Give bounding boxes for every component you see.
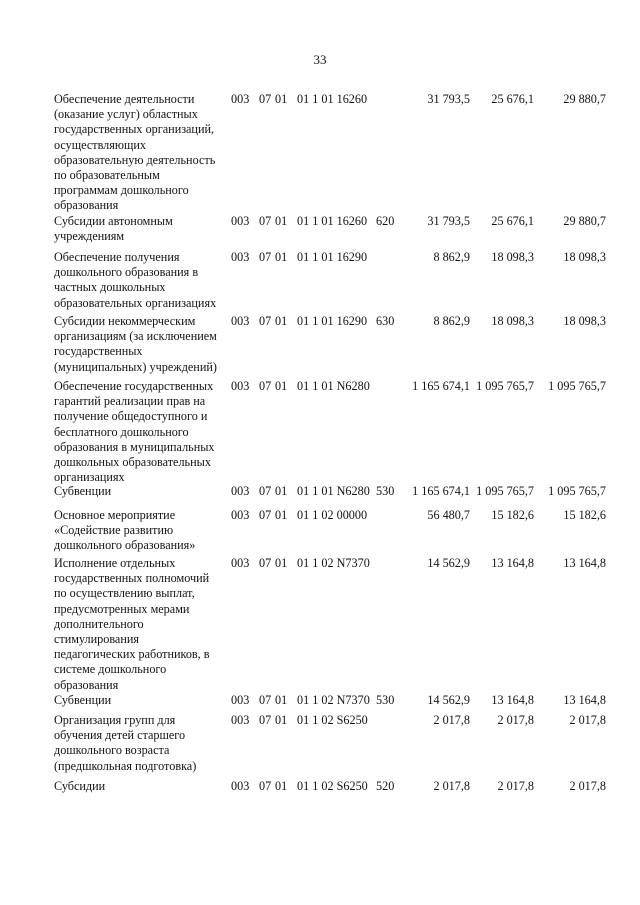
- amount-year-3: 18 098,3: [563, 250, 606, 264]
- amount-year-2: 2 017,8: [497, 779, 534, 793]
- target-article-code: 01 1 01 16260: [297, 214, 368, 228]
- row-name-line: предусмотренных мерами: [54, 601, 190, 616]
- row-name-line: государственных организаций,: [54, 122, 215, 137]
- row-name-line: образовательных организациях: [54, 295, 217, 310]
- amount-year-2: 25 676,1: [491, 214, 534, 228]
- amount-year-1: 31 793,5: [427, 92, 470, 106]
- subsection-code: 01: [275, 508, 288, 522]
- target-article-code: 01 1 02 S6250: [297, 713, 368, 727]
- expense-type-code: 530: [376, 484, 395, 498]
- subsection-code: 01: [275, 713, 288, 727]
- subsection-code: 01: [275, 214, 288, 228]
- row-name-line: государственных полномочий: [54, 571, 210, 586]
- subsection-code: 01: [275, 314, 288, 328]
- amount-year-1: 14 562,9: [427, 693, 470, 707]
- subsection-code: 01: [275, 484, 288, 498]
- row-name-line: по образовательным: [54, 168, 160, 183]
- row-name-line: Исполнение отдельных: [54, 556, 176, 570]
- amount-year-1: 2 017,8: [433, 779, 470, 793]
- amount-year-3: 29 880,7: [563, 214, 606, 228]
- section-code: 07: [259, 693, 272, 707]
- amount-year-3: 2 017,8: [569, 713, 606, 727]
- amount-year-2: 13 164,8: [491, 556, 534, 570]
- page-number: 33: [313, 52, 327, 67]
- row-name-line: педагогических работников, в: [54, 647, 210, 662]
- subsection-code: 01: [275, 556, 288, 570]
- amount-year-3: 13 164,8: [563, 556, 606, 570]
- target-article-code: 01 1 01 16260: [297, 92, 368, 106]
- amount-year-1: 1 165 674,1: [412, 379, 470, 393]
- section-code: 07: [259, 713, 272, 727]
- row-name: [54, 314, 236, 375]
- amount-year-2: 25 676,1: [491, 92, 534, 106]
- admin-code: 003: [231, 314, 250, 328]
- row-name-line: обучения детей старшего: [54, 728, 186, 743]
- row-name-line: программам дошкольного: [54, 183, 189, 198]
- section-code: 07: [259, 214, 272, 228]
- subsection-code: 01: [275, 250, 288, 264]
- row-name: [54, 556, 236, 693]
- admin-code: 003: [231, 693, 250, 707]
- target-article-code: 01 1 01 N6280: [297, 484, 370, 498]
- admin-code: 003: [231, 713, 250, 727]
- subsection-code: 01: [275, 379, 288, 393]
- expense-type-code: 520: [376, 779, 395, 793]
- row-name-line: Субсидии автономным: [54, 214, 173, 228]
- row-name-line: дошкольного образования»: [54, 538, 196, 553]
- amount-year-1: 8 862,9: [433, 314, 470, 328]
- row-name-line: организациям (за исключением: [54, 329, 217, 344]
- subsection-code: 01: [275, 779, 288, 793]
- target-article-code: 01 1 01 N6280: [297, 379, 370, 393]
- target-article-code: 01 1 02 N7370: [297, 556, 370, 570]
- row-name-line: Обеспечение государственных: [54, 379, 214, 393]
- row-name-line: (муниципальных) учреждений): [54, 359, 217, 374]
- row-name-line: «Содействие развитию: [54, 523, 174, 538]
- amount-year-3: 29 880,7: [563, 92, 606, 106]
- section-code: 07: [259, 484, 272, 498]
- row-name-line: стимулирования: [54, 632, 139, 647]
- amount-year-2: 18 098,3: [491, 250, 534, 264]
- row-name-line: Обеспечение получения: [54, 250, 180, 264]
- amount-year-2: 2 017,8: [497, 713, 534, 727]
- amount-year-2: 15 182,6: [491, 508, 534, 522]
- amount-year-2: 1 095 765,7: [476, 379, 534, 393]
- row-name: [54, 214, 236, 244]
- admin-code: 003: [231, 250, 250, 264]
- row-name-line: Субвенции: [54, 484, 112, 498]
- section-code: 07: [259, 92, 272, 106]
- amount-year-3: 2 017,8: [569, 779, 606, 793]
- amount-year-3: 18 098,3: [563, 314, 606, 328]
- row-name-line: по осуществлению выплат,: [54, 586, 195, 601]
- row-name: [54, 693, 236, 708]
- row-name: [54, 484, 236, 499]
- expense-type-code: 630: [376, 314, 395, 328]
- admin-code: 003: [231, 556, 250, 570]
- row-name: [54, 508, 236, 554]
- admin-code: 003: [231, 779, 250, 793]
- expense-type-code: 530: [376, 693, 395, 707]
- row-name-line: дошкольных образовательных: [54, 455, 211, 470]
- amount-year-3: 15 182,6: [563, 508, 606, 522]
- row-name-line: дошкольного возраста: [54, 743, 170, 758]
- row-name-line: образования: [54, 677, 119, 692]
- row-name-line: бесплатного дошкольного: [54, 424, 189, 439]
- row-name-line: государственных: [54, 344, 143, 359]
- subsection-code: 01: [275, 92, 288, 106]
- admin-code: 003: [231, 214, 250, 228]
- admin-code: 003: [231, 484, 250, 498]
- row-name-line: осуществляющих: [54, 137, 146, 152]
- admin-code: 003: [231, 92, 250, 106]
- amount-year-1: 56 480,7: [427, 508, 470, 522]
- row-name-line: системе дошкольного: [54, 662, 167, 677]
- row-name: [54, 379, 236, 485]
- row-name-line: организациях: [54, 470, 125, 485]
- row-name-line: Организация групп для: [54, 713, 176, 727]
- section-code: 07: [259, 250, 272, 264]
- section-code: 07: [259, 556, 272, 570]
- row-name-line: Основное мероприятие: [54, 508, 176, 522]
- amount-year-1: 2 017,8: [433, 713, 470, 727]
- admin-code: 003: [231, 508, 250, 522]
- row-name-line: дополнительного: [54, 616, 144, 631]
- section-code: 07: [259, 379, 272, 393]
- row-name-line: образовательную деятельность: [54, 152, 216, 167]
- amount-year-2: 13 164,8: [491, 693, 534, 707]
- row-name-line: частных дошкольных: [54, 280, 166, 295]
- target-article-code: 01 1 01 16290: [297, 250, 368, 264]
- row-name-line: Обеспечение деятельности: [54, 92, 195, 106]
- amount-year-1: 31 793,5: [427, 214, 470, 228]
- row-name: [54, 92, 236, 214]
- row-name-line: гарантий реализации прав на: [54, 394, 206, 409]
- row-name: [54, 713, 236, 774]
- section-code: 07: [259, 508, 272, 522]
- amount-year-1: 1 165 674,1: [412, 484, 470, 498]
- row-name-line: (оказание услуг) областных: [54, 107, 198, 122]
- target-article-code: 01 1 02 S6250: [297, 779, 368, 793]
- amount-year-3: 13 164,8: [563, 693, 606, 707]
- row-name-line: Субсидии: [54, 779, 106, 793]
- amount-year-2: 18 098,3: [491, 314, 534, 328]
- target-article-code: 01 1 02 00000: [297, 508, 368, 522]
- subsection-code: 01: [275, 693, 288, 707]
- amount-year-1: 14 562,9: [427, 556, 470, 570]
- row-name-line: Субвенции: [54, 693, 112, 707]
- admin-code: 003: [231, 379, 250, 393]
- row-name-line: образования в муниципальных: [54, 439, 215, 454]
- row-name-line: Субсидии некоммерческим: [54, 314, 196, 328]
- row-name: [54, 250, 236, 311]
- row-name-line: получение общедоступного и: [54, 409, 208, 424]
- row-name-line: учреждениям: [54, 229, 125, 244]
- row-name-line: дошкольного образования в: [54, 265, 199, 280]
- amount-year-3: 1 095 765,7: [548, 379, 606, 393]
- amount-year-3: 1 095 765,7: [548, 484, 606, 498]
- row-name-line: образования: [54, 198, 119, 213]
- amount-year-1: 8 862,9: [433, 250, 470, 264]
- target-article-code: 01 1 02 N7370: [297, 693, 370, 707]
- expense-type-code: 620: [376, 214, 395, 228]
- row-name: [54, 779, 236, 794]
- amount-year-2: 1 095 765,7: [476, 484, 534, 498]
- section-code: 07: [259, 779, 272, 793]
- row-name-line: (предшкольная подготовка): [54, 758, 197, 773]
- target-article-code: 01 1 01 16290: [297, 314, 368, 328]
- section-code: 07: [259, 314, 272, 328]
